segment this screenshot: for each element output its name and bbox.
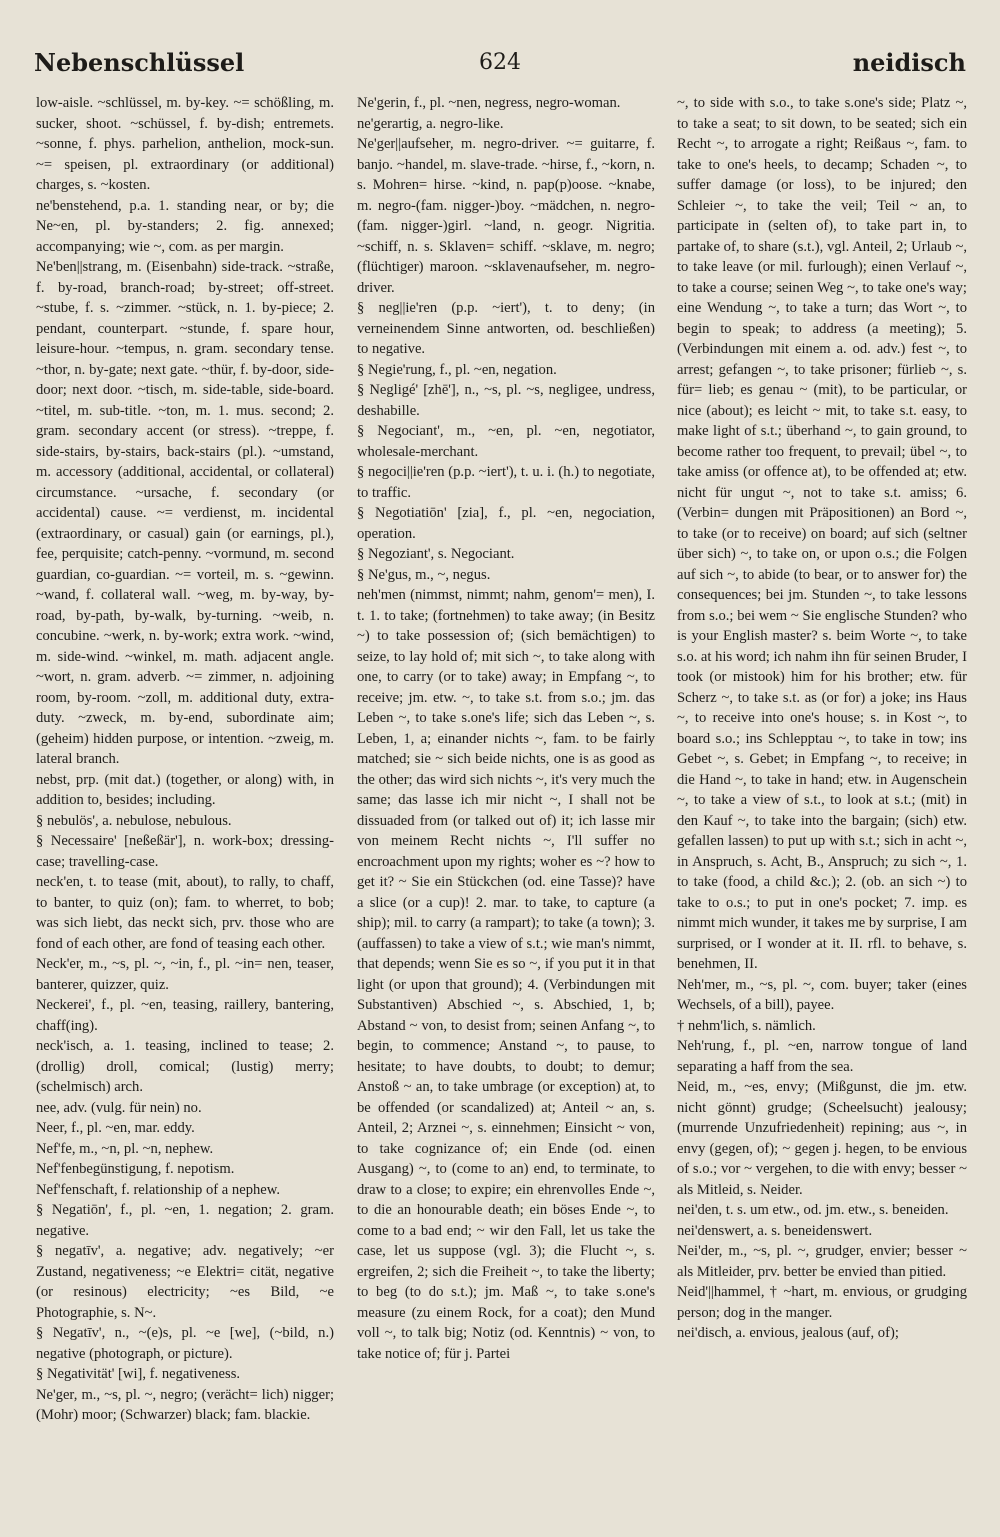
column-left <box>36 93 334 1518</box>
dictionary-entry: nei'disch, a. envious, jealous (auf, of); <box>677 1325 899 1341</box>
running-head-first-word: Nebenschlüssel <box>34 48 245 77</box>
dictionary-entry: Nef'fe, m., ~n, pl. ~n, nephew. <box>36 1140 214 1157</box>
dictionary-entry: § nebulös', a. nebulose, nebulous. <box>36 812 232 829</box>
column-right <box>677 93 967 1518</box>
dictionary-entry: Nei'der, m., ~s, pl. ~, grudger, envier; besser ~ als Mitleider, prv. better be envied than pitied. <box>677 1243 967 1280</box>
dictionary-entry: Nef'fenbegünstigung, f. nepotism. <box>36 1161 235 1177</box>
dictionary-entry: § Negie'rung, f., pl. ~en, negation. <box>357 361 557 378</box>
dictionary-entry: § Negociant', m., ~en, pl. ~en, negotiator, wholesale-merchant. <box>357 423 655 460</box>
dictionary-entry: nei'denswert, a. s. beneidenswert. <box>677 1222 873 1239</box>
dictionary-entry: ne'benstehend, p.a. 1. standing near, or by; die Ne~en, pl. by-standers; 2. fig. annexed; accompanying; wie ~, com. as per margin. <box>36 197 334 255</box>
dictionary-entry: Neid'||hammel, † ~hart, m. envious, or grudging person; dog in the manger. <box>677 1284 967 1321</box>
dictionary-entry: Neer, f., pl. ~en, mar. eddy. <box>36 1120 195 1136</box>
dictionary-entry: Ne'ben||strang, m. (Eisenbahn) side-track. ~straße, f. by-road, branch-road; by-street; off-street. ~stube, f. s. ~zimmer. ~stück, n. 1. by-piece; 2. pendant, counterpart. ~stunde, f. spare hour, leisure-hour. ~tempus, n. gram. secondary tense. ~thor, n. by-gate; next gate. ~thür, f. by-door, side-door; next door. ~tisch, m. side-table, side-board. ~titel, m. sub-title. ~ton, m. 1. mus. second; 2. gram. secondary accent (or stress). ~treppe, f. side-stairs, by-stairs, back-stairs (pl.). ~umstand, m. accessory (additional, accidental, or collateral) circumstance. ~ursache, f. secondary (or accidental) cause. ~= verdienst, m. incidental (extraordinary, or casual) gain (or earnings, pl.), fee, perquisite; catch-penny. ~vormund, m. second guardian, co-guardian. ~= vorteil, m. s. ~gewinn. ~wand, f. collateral wall. ~weg, m. by-way, by-road, by-path, by-walk, by-turning. ~weib, n. concubine. ~werk, n. by-work; extra work. ~wind, m. side-wind. ~winkel, m. math. adjacent angle. ~wort, n. gram. adverb. ~= zimmer, n. adjoining room, by-room. ~zoll, m. additional duty, extra-duty. ~zweck, m. by-end, subordinate aim; (geheim) hidden purpose, or intention. ~zweig, m. lateral branch. <box>36 259 334 767</box>
dictionary-entry: † nehm'lich, s. nämlich. <box>677 1017 816 1034</box>
dictionary-entry: nei'den, t. s. um etw., od. jm. etw., s. beneiden. <box>677 1202 949 1218</box>
dictionary-entry: § negatīv', a. negative; adv. negatively; ~er Zustand, negativeness; ~e Elektri= cität, negative (or resinous) electricity; ~es Bild, ~e Photographie, s. N~. <box>36 1243 334 1321</box>
dictionary-entry: § Necessaire' [neßeßär'], n. work-box; dressing-case; travelling-case. <box>36 833 334 870</box>
dictionary-entry: nebst, prp. (mit dat.) (together, or along) with, in addition to, besides; including. <box>36 771 334 808</box>
dictionary-entry: nee, adv. (vulg. für nein) no. <box>36 1099 202 1116</box>
dictionary-entry: Neh'rung, f., pl. ~en, narrow tongue of land separating a haff from the sea. <box>677 1038 967 1075</box>
page-number: 624 <box>479 50 521 75</box>
dictionary-entry: § Negatiōn', f., pl. ~en, 1. negation; 2. gram. negative. <box>36 1202 334 1239</box>
dictionary-entry: Ne'ger||aufseher, m. negro-driver. ~= guitarre, f. banjo. ~handel, m. slave-trade. ~hirse, f., ~korn, n. s. Mohren= hirse. ~kind, n. pap(p)oose. ~knabe, m. negro-(fam. nigger-)boy. ~mädchen, n. negro-(fam. nigger-)girl. ~land, n. geogr. Nigritia. ~schiff, n. s. Sklaven= schiff. ~sklave, m. negro; (flüchtiger) maroon. ~sklavenaufseher, m. negro-driver. <box>357 136 655 296</box>
dictionary-entry: § negoci||ie'ren (p.p. ~iert'), t. u. i. (h.) to negotiate, to traffic. <box>357 464 655 501</box>
dictionary-entry: neck'isch, a. 1. teasing, inclined to tease; 2. (drollig) droll, comical; (lustig) merry; (schelmisch) arch. <box>36 1038 334 1095</box>
dictionary-entry: low-aisle. ~schlüssel, m. by-key. ~= schößling, m. sucker, shoot. ~schüssel, f. by-dish; entremets. ~sonne, f. phys. parhelion, anthelion, mock-sun. ~= speisen, pl. extraordinary (or additional) charges, s. ~kosten. <box>36 95 334 193</box>
dictionary-entry: Nef'fenschaft, f. relationship of a nephew. <box>36 1181 281 1198</box>
dictionary-entry: neck'en, t. to tease (mit, about), to rally, to chaff, to banter, to quiz (on); fam. to wherret, to bob; was sich liebt, das neckt sich, prv. those who are fond of each other, are fond of teasing each other. <box>36 874 334 952</box>
dictionary-entry: § Negoziant', s. Negociant. <box>357 546 515 562</box>
dictionary-entry: ne'gerartig, a. negro-like. <box>357 115 504 132</box>
dictionary-entry: Neh'mer, m., ~s, pl. ~, com. buyer; taker (eines Wechsels, of a bill), payee. <box>677 976 967 1013</box>
dictionary-entry: Neck'er, m., ~s, pl. ~, ~in, f., pl. ~in= nen, teaser, banterer, quizzer, quiz. <box>36 956 334 993</box>
dictionary-entry: § Negligé' [zhē'], n., ~s, pl. ~s, negligee, undress, deshabille. <box>357 382 655 419</box>
dictionary-entry: § Negatīv', n., ~(e)s, pl. ~e [we], (~bild, n.) negative (photograph, or picture). <box>36 1325 334 1362</box>
dictionary-entry: Neid, m., ~es, envy; (Mißgunst, die jm. etw. nicht gönnt) grudge; (Scheelsucht) jealousy; (murrende Unzufriedenheit) repining; aus ~, in envy (gegen, of); ~ gegen j. hegen, to be envious of s.o.; vor ~ vergehen, to die with envy; besser ~ als Mitleid, s. Neider. <box>677 1079 967 1198</box>
column-middle <box>357 93 655 1518</box>
dictionary-entry: § neg||ie'ren (p.p. ~iert'), t. to deny; (in verneinendem Sinne antworten, od. beschließen) to negative. <box>357 300 655 357</box>
dictionary-entry: § Ne'gus, m., ~, negus. <box>357 566 491 583</box>
dictionary-entry: Ne'gerin, f., pl. ~nen, negress, negro-woman. <box>357 95 621 111</box>
dictionary-entry: neh'men (nimmst, nimmt; nahm, genom'= men), I. t. 1. to take; (fortnehmen) to take away; (in Besitz ~) to take possession of; (sich bemächtigen) to seize, to lay hold of; mit sich ~, to take along with one, to carry (or to take) away; in Empfang ~, to receive; jm. etw. ~, to take s.t. from s.o.; jm. das Leben ~, to take s.one's life; sich das Leben ~, s. Leben, 1, a; einander nichts ~, fam. to be fairly matched; sie ~ sich beide nichts, one is as good as the other; das wird sich nichts ~, it's very much the same; das lasse ich mir nicht ~, I shall not be dissuaded from (or talked out of) it; ich lasse mir von meinem Recht nichts ~, I'll suffer no encroachment upon my rights; woher es ~? how to get it? ~ Sie ein Stückchen (od. eine Tasse)? have a slice (or a cup)! 2. mar. to take, to capture (a ship); mil. to carry (a rampart); to take (a town); 3. (auffassen) to take a view of s.t.; wie man's nimmt, that depends; wenn Sie es so ~, if you put it in that light (or upon that ground); 4. (Verbindungen mit Substantiven) Abschied ~, s. Abschied, 1, b; Abstand ~ von, to desist from; seinen Anfang ~, to begin, to commence; Anstand ~, to pause, to hesitate; to have doubts, to doubt; to demur; Anstoß ~ an, to take umbrage (or exception) at, to be offended (or scandalized) at; Anteil ~ an, s. Anteil, 2; Arznei ~, s. einnehmen; Einsicht ~ von, to take cognizance of; ein Ende (od. einen Ausgang) ~, to (come to an) end, to terminate, to draw to a close; to expire; ein ehrenvolles Ende ~, to die an honourable death; ein böses Ende ~, to come to a bad end; ~ wir den Fall, let us take the case, let us suppose (vgl. 3); die Flucht ~, s. ergreifen, 2; sich die Freiheit ~, to take the liberty; to beg (to do s.t.); jm. Maß ~, to take s.one's measure (zu einem Rock, for a coat); den Mund voll ~, to talk big; Notiz (od. Kenntnis) ~ von, to take notice of; für j. Partei <box>357 587 655 1362</box>
dictionary-entry: ~, to side with s.o., to take s.one's side; Platz ~, to take a seat; to sit down, to be seated; sich ein Recht ~, to arrogate a right; Reißaus ~, fam. to take to one's heels, to decamp; Schaden ~, to suffer damage (or loss), to be injured; den Schleier ~, to take the veil; Teil ~ an, to participate in (selten of), to take part in, to partake of, to share (s.t.), vgl. Anteil, 2; Urlaub ~, to take leave (or mil. furlough); einen Verlauf ~, to take a course; seinen Weg ~, to take one's way; eine Wendung ~, to take a turn; das Wort ~, to begin to speak; to address (a meeting); 5. (Verbindungen mit einem a. od. adv.) fest ~, to arrest; gefangen ~, to take prisoner; fürlieb ~, s. für= lieb; es genau ~ (mit), to be particular, or nice (about); es leicht ~ mit, to take s.t. easy, to make light of s.t.; überhand ~, to gain ground, to become rather too frequent, to prevail; übel ~, to take amiss (or offence at), to be offended at; etw. nicht für ungut ~, not to take s.t. amiss; 6. (Verbin= dungen mit Präpositionen) an Bord ~, to take (or to receive) on board; auf sich (seltner über sich) ~, to take on, or upon o.s.; die Folgen auf sich ~, to abide (to bear, or to answer for) the consequences; bei jm. Stunden ~, to take lessons from s.o.; bei wem ~ Sie englische Stunden? who is your English master? s. beim Worte ~, to take s.o. at his word; ich nahm ihn für seinen Bruder, I took (or mistook) him for his brother; etw. für Scherz ~, to take s.t. as (or for) a joke; ins Haus ~, to receive into one's house; s. in Kost ~, to board s.o.; ins Schlepptau ~, to take in tow; ins Gebet ~, s. Gebet; in Empfang ~, to receive; in die Hand ~, to take in hand; etw. in Augenschein ~, to take a view of s.t., to look at s.t.; (mit) in den Kauf ~, to take into the bargain; (sich) etw. gefallen lassen) to put up with s.t.; sich in acht ~, in Anspruch, s. Acht, B., Anspruch; zu sich ~, 1. to take (food, a child &c.); 2. (ob. an sich ~) to take to o.s.; to put in one's pocket; 7. imp. es nimmt mich wunder, it takes me by surprise, I am surprised, or I wonder at it. II. rfl. to behave, s. benehmen, II. <box>677 95 967 972</box>
dictionary-entry: Neckerei', f., pl. ~en, teasing, raillery, bantering, chaff(ing). <box>36 997 334 1034</box>
running-head-last-word: neidisch <box>852 48 966 77</box>
dictionary-entry: § Negativität' [wi], f. negativeness. <box>36 1366 241 1382</box>
dictionary-entry: § Negotiatiōn' [zia], f., pl. ~en, negociation, operation. <box>357 505 655 542</box>
dictionary-entry: Ne'ger, m., ~s, pl. ~, negro; (verächt= lich) nigger; (Mohr) moor; (Schwarzer) black; fam. blackie. <box>36 1386 334 1423</box>
